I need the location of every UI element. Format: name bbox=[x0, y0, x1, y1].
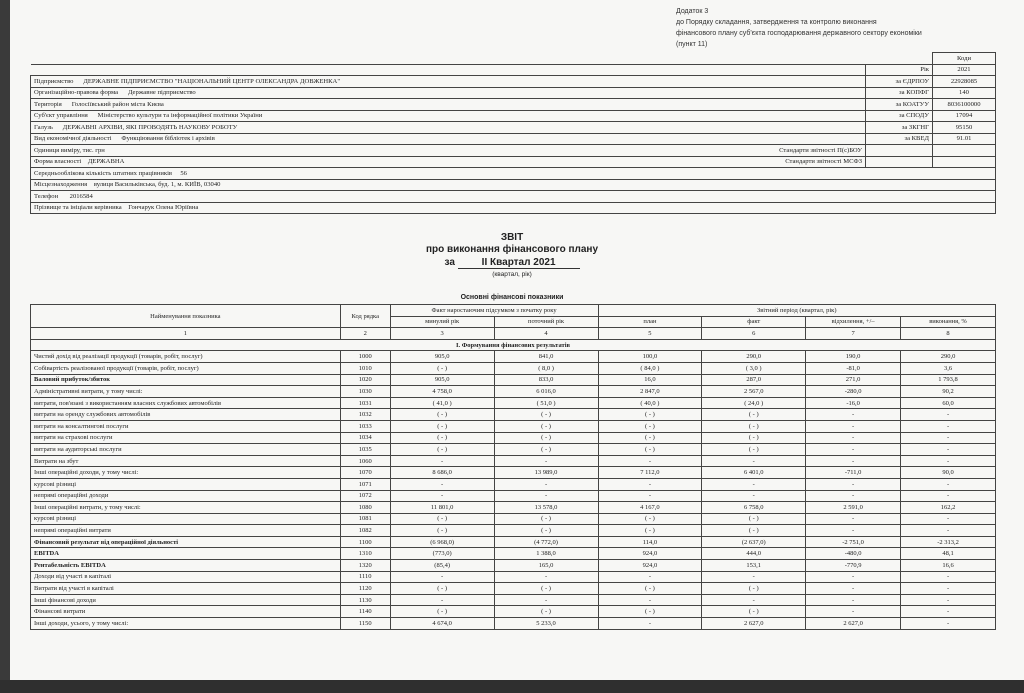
cell-fact: - bbox=[702, 478, 806, 490]
cell-plan: ( - ) bbox=[598, 432, 702, 444]
cell-dev: 2 627,0 bbox=[806, 618, 901, 630]
cell-fact: ( - ) bbox=[702, 583, 806, 595]
period-value: II Квартал 2021 bbox=[458, 257, 580, 269]
annex-line-4: (пункт 11) bbox=[676, 41, 708, 48]
table-row bbox=[31, 583, 996, 595]
cell-pct: 60,0 bbox=[901, 397, 996, 409]
cell-code: 1310 bbox=[340, 548, 390, 560]
cell-fact: 290,0 bbox=[702, 351, 806, 363]
column-number: 6 bbox=[702, 328, 806, 340]
cell-dev: -81,0 bbox=[806, 362, 901, 374]
cell-code: 1060 bbox=[340, 455, 390, 467]
cell-prev: - bbox=[390, 594, 494, 606]
cell-prev: - bbox=[390, 478, 494, 490]
cell-pct: - bbox=[901, 571, 996, 583]
cell-curr: 841,0 bbox=[494, 351, 598, 363]
cell-pct: - bbox=[901, 490, 996, 502]
cell-prev: - bbox=[390, 490, 494, 502]
cell-name: витрати на оренду службових автомобілів bbox=[31, 409, 341, 421]
cell-code: 1034 bbox=[340, 432, 390, 444]
cell-pct: - bbox=[901, 606, 996, 618]
cell-plan: 16,0 bbox=[598, 374, 702, 386]
cell-curr: 5 233,0 bbox=[494, 618, 598, 630]
table-row bbox=[31, 455, 996, 467]
cell-dev: -770,9 bbox=[806, 560, 901, 572]
col-fact-group-header: Факт наростаючим підсумком з початку року bbox=[390, 305, 598, 317]
column-number: 4 bbox=[494, 328, 598, 340]
col-code-header: Код рядка bbox=[340, 305, 390, 328]
cell-prev: 11 801,0 bbox=[390, 502, 494, 514]
column-number: 2 bbox=[340, 328, 390, 340]
cell-pct: 3,6 bbox=[901, 362, 996, 374]
table-row bbox=[31, 362, 996, 374]
cell-code: 1080 bbox=[340, 502, 390, 514]
cell-curr: ( - ) bbox=[494, 432, 598, 444]
cell-plan: - bbox=[598, 455, 702, 467]
cell-name: витрати, пов'язані з використанням власних службових автомобілів bbox=[31, 397, 341, 409]
cell-fact: 6 401,0 bbox=[702, 467, 806, 479]
cell-curr: ( - ) bbox=[494, 583, 598, 595]
header-row-code-label: за КОПФГ bbox=[866, 87, 933, 99]
cell-plan: ( - ) bbox=[598, 420, 702, 432]
table-row bbox=[31, 618, 996, 630]
financial-table bbox=[30, 304, 996, 630]
cell-name: непрямі операційні витрати bbox=[31, 525, 341, 537]
cell-name: Чистий дохід від реалізації продукції (товарів, робіт, послуг) bbox=[31, 351, 341, 363]
cell-plan: ( - ) bbox=[598, 513, 702, 525]
header-row bbox=[31, 133, 996, 145]
report-subtitle: про виконання фінансового плану bbox=[425, 244, 599, 255]
annex-line-1: Додаток 3 bbox=[676, 8, 709, 15]
cell-fact: 444,0 bbox=[702, 548, 806, 560]
col-pct-header: виконання, % bbox=[901, 316, 996, 328]
col-name-header: Найменування показника bbox=[31, 305, 341, 328]
header-row-code: 8036100000 bbox=[933, 99, 996, 111]
annex-note bbox=[676, 6, 922, 50]
cell-pct: - bbox=[901, 409, 996, 421]
cell-code: 1150 bbox=[340, 618, 390, 630]
cell-pct: - bbox=[901, 618, 996, 630]
header-row-code: 95150 bbox=[933, 122, 996, 134]
scan-bottom-edge bbox=[0, 680, 1024, 693]
cell-dev: 271,0 bbox=[806, 374, 901, 386]
cell-curr: ( 8,0 ) bbox=[494, 362, 598, 374]
cell-curr: ( - ) bbox=[494, 444, 598, 456]
cell-pct: -2 313,2 bbox=[901, 536, 996, 548]
cell-dev: -711,0 bbox=[806, 467, 901, 479]
cell-plan: 114,0 bbox=[598, 536, 702, 548]
cell-name: Фінансові витрати bbox=[31, 606, 341, 618]
cell-plan: 4 167,0 bbox=[598, 502, 702, 514]
cell-name: Собівартість реалізованої продукції (товарів, робіт, послуг) bbox=[31, 362, 341, 374]
cell-curr: ( - ) bbox=[494, 409, 598, 421]
cell-curr: 1 388,0 bbox=[494, 548, 598, 560]
cell-name: курсові різниці bbox=[31, 478, 341, 490]
header-row-code-label: за ЄДРПОУ bbox=[866, 76, 933, 88]
cell-curr: - bbox=[494, 478, 598, 490]
header-row-label: Галузь ДЕРЖАВНІ АРХІВИ, ЯКІ ПРОВОДЯТЬ НАУКОВУ РОБОТУ bbox=[31, 122, 866, 134]
cell-plan: 7 112,0 bbox=[598, 467, 702, 479]
header-row bbox=[31, 122, 996, 134]
table-row bbox=[31, 571, 996, 583]
cell-prev: ( - ) bbox=[390, 420, 494, 432]
cell-name: витрати на страхові послуги bbox=[31, 432, 341, 444]
cell-prev: ( - ) bbox=[390, 362, 494, 374]
cell-fact: - bbox=[702, 594, 806, 606]
cell-pct: - bbox=[901, 513, 996, 525]
cell-plan: 924,0 bbox=[598, 560, 702, 572]
header-row-label: Організаційно-правова форма Державне підприємство bbox=[31, 87, 866, 99]
cell-fact: - bbox=[702, 455, 806, 467]
cell-plan: ( - ) bbox=[598, 606, 702, 618]
cell-fact: 6 758,0 bbox=[702, 502, 806, 514]
col-prev-header: минулий рік bbox=[390, 316, 494, 328]
col-dev-header: відхилення, +/– bbox=[806, 316, 901, 328]
cell-prev: ( - ) bbox=[390, 513, 494, 525]
cell-name: Інші операційні доходи, у тому числі: bbox=[31, 467, 341, 479]
table-row bbox=[31, 374, 996, 386]
table-row bbox=[31, 594, 996, 606]
cell-name: курсові різниці bbox=[31, 513, 341, 525]
cell-dev: - bbox=[806, 583, 901, 595]
table-row bbox=[31, 513, 996, 525]
header-row-code-label: за КОАТУУ bbox=[866, 99, 933, 111]
cell-plan: - bbox=[598, 478, 702, 490]
cell-name: Інші операційні витрати, у тому числі: bbox=[31, 502, 341, 514]
cell-pct: - bbox=[901, 583, 996, 595]
cell-dev: - bbox=[806, 513, 901, 525]
cell-dev: 190,0 bbox=[806, 351, 901, 363]
cell-fact: 287,0 bbox=[702, 374, 806, 386]
report-period: за II Квартал 2021 bbox=[0, 257, 1024, 269]
cell-plan: 2 847,0 bbox=[598, 386, 702, 398]
ownership-cell: Форма власності ДЕРЖАВНА Стандарти звітності МСФЗ bbox=[31, 156, 866, 168]
cell-plan: - bbox=[598, 490, 702, 502]
cell-fact: ( - ) bbox=[702, 420, 806, 432]
cell-pct: - bbox=[901, 455, 996, 467]
cell-plan: - bbox=[598, 618, 702, 630]
cell-pct: - bbox=[901, 478, 996, 490]
cell-dev: -16,0 bbox=[806, 397, 901, 409]
cell-name: Фінансовий результат від операційної діяльності bbox=[31, 536, 341, 548]
report-title: ЗВІТ bbox=[500, 232, 524, 243]
cell-prev: ( - ) bbox=[390, 525, 494, 537]
cell-code: 1020 bbox=[340, 374, 390, 386]
cell-prev: (85,4) bbox=[390, 560, 494, 572]
standard-1: Стандарти звітності П(с)БОУ bbox=[779, 146, 862, 154]
cell-plan: ( - ) bbox=[598, 525, 702, 537]
cell-name: Доходи від участі в капіталі bbox=[31, 571, 341, 583]
header-row bbox=[31, 99, 996, 111]
cell-plan: 924,0 bbox=[598, 548, 702, 560]
cell-prev: (6 968,0) bbox=[390, 536, 494, 548]
header-row-label: Підприємство ДЕРЖАВНЕ ПІДПРИЄМСТВО "НАЦІОНАЛЬНИЙ ЦЕНТР ОЛЕКСАНДРА ДОВЖЕНКА" bbox=[31, 76, 866, 88]
cell-code: 1320 bbox=[340, 560, 390, 572]
column-number: 1 bbox=[31, 328, 341, 340]
cell-code: 1082 bbox=[340, 525, 390, 537]
header-row-label: Вид економічної діяльності Функціювання бібліотек і архівів bbox=[31, 133, 866, 145]
cell-prev: ( 41,0 ) bbox=[390, 397, 494, 409]
cell-fact: ( 24,0 ) bbox=[702, 397, 806, 409]
cell-prev: ( - ) bbox=[390, 606, 494, 618]
cell-fact: ( 3,0 ) bbox=[702, 362, 806, 374]
cell-dev: - bbox=[806, 420, 901, 432]
header-row-label: Суб'єкт управління Міністерство культури та інформаційної політики України bbox=[31, 110, 866, 122]
cell-pct: - bbox=[901, 420, 996, 432]
cell-pct: 16,6 bbox=[901, 560, 996, 572]
cell-fact: ( - ) bbox=[702, 525, 806, 537]
annex-line-3: фінансового плану суб'єкта господарювання державного сектору економіки bbox=[676, 30, 922, 37]
cell-name: Витрати від участі в капіталі bbox=[31, 583, 341, 595]
cell-curr: (4 772,0) bbox=[494, 536, 598, 548]
column-number: 5 bbox=[598, 328, 702, 340]
cell-pct: - bbox=[901, 432, 996, 444]
column-number: 8 bbox=[901, 328, 996, 340]
cell-plan: ( - ) bbox=[598, 444, 702, 456]
annex-line-2: до Порядку складання, затвердження та контролю виконання bbox=[676, 19, 877, 26]
address-cell: Місцезнаходження вулиця Васильківська, буд. 1, м. КИЇВ, 03040 bbox=[31, 179, 996, 191]
cell-code: 1071 bbox=[340, 478, 390, 490]
cell-curr: - bbox=[494, 594, 598, 606]
cell-pct: 48,1 bbox=[901, 548, 996, 560]
table-row bbox=[31, 420, 996, 432]
cell-dev: -480,0 bbox=[806, 548, 901, 560]
header-row-label: Територія Голосіївський район міста Києва bbox=[31, 99, 866, 111]
cell-curr: - bbox=[494, 571, 598, 583]
head-cell: Прізвище та ініціали керівника Гончарук Олена Юріївна bbox=[31, 202, 996, 214]
cell-code: 1000 bbox=[340, 351, 390, 363]
cell-curr: ( - ) bbox=[494, 606, 598, 618]
cell-dev: 2 591,0 bbox=[806, 502, 901, 514]
cell-fact: ( - ) bbox=[702, 409, 806, 421]
cell-prev: ( - ) bbox=[390, 432, 494, 444]
table-row bbox=[31, 548, 996, 560]
cell-prev: 905,0 bbox=[390, 374, 494, 386]
header-row bbox=[31, 87, 996, 99]
standard-2: Стандарти звітності МСФЗ bbox=[785, 158, 862, 166]
cell-code: 1010 bbox=[340, 362, 390, 374]
column-numbers-row bbox=[31, 328, 996, 340]
table-row bbox=[31, 560, 996, 572]
cell-dev: - bbox=[806, 490, 901, 502]
header-row-code: 22928085 bbox=[933, 76, 996, 88]
year-label: Рік bbox=[866, 64, 933, 76]
cell-prev: - bbox=[390, 455, 494, 467]
cell-code: 1070 bbox=[340, 467, 390, 479]
cell-fact: ( - ) bbox=[702, 513, 806, 525]
cell-curr: 833,0 bbox=[494, 374, 598, 386]
cell-code: 1031 bbox=[340, 397, 390, 409]
cell-dev: -280,0 bbox=[806, 386, 901, 398]
cell-curr: ( - ) bbox=[494, 513, 598, 525]
cell-name: Інші фінансові доходи bbox=[31, 594, 341, 606]
cell-code: 1120 bbox=[340, 583, 390, 595]
header-table bbox=[30, 52, 996, 214]
header-row-code-label: за ЗКГНГ bbox=[866, 122, 933, 134]
cell-curr: 13 578,0 bbox=[494, 502, 598, 514]
cell-prev: ( - ) bbox=[390, 444, 494, 456]
cell-pct: 162,2 bbox=[901, 502, 996, 514]
cell-prev: ( - ) bbox=[390, 409, 494, 421]
cell-fact: ( - ) bbox=[702, 432, 806, 444]
cell-fact: 153,1 bbox=[702, 560, 806, 572]
cell-name: Адміністративні витрати, у тому числі: bbox=[31, 386, 341, 398]
table-row bbox=[31, 397, 996, 409]
cell-pct: 90,2 bbox=[901, 386, 996, 398]
cell-prev: 4 758,0 bbox=[390, 386, 494, 398]
cell-code: 1140 bbox=[340, 606, 390, 618]
section-1-title: І. Формування фінансових результатів bbox=[31, 339, 996, 351]
cell-code: 1035 bbox=[340, 444, 390, 456]
cell-curr: 165,0 bbox=[494, 560, 598, 572]
cell-plan: - bbox=[598, 571, 702, 583]
cell-name: Інші доходи, усього, у тому числі: bbox=[31, 618, 341, 630]
cell-pct: - bbox=[901, 594, 996, 606]
cell-code: 1033 bbox=[340, 420, 390, 432]
cell-dev: -2 751,0 bbox=[806, 536, 901, 548]
cell-fact: - bbox=[702, 490, 806, 502]
cell-code: 1072 bbox=[340, 490, 390, 502]
cell-prev: - bbox=[390, 571, 494, 583]
cell-dev: - bbox=[806, 455, 901, 467]
cell-fact: (2 637,0) bbox=[702, 536, 806, 548]
column-number: 3 bbox=[390, 328, 494, 340]
cell-name: Валовий прибуток/збиток bbox=[31, 374, 341, 386]
cell-fact: ( - ) bbox=[702, 606, 806, 618]
cell-prev: 4 674,0 bbox=[390, 618, 494, 630]
table-row bbox=[31, 444, 996, 456]
cell-prev: 8 686,0 bbox=[390, 467, 494, 479]
cell-name: непрямі операційні доходи bbox=[31, 490, 341, 502]
table-row bbox=[31, 606, 996, 618]
phone-cell: Телефон 2016584 bbox=[31, 191, 996, 203]
cell-prev: 905,0 bbox=[390, 351, 494, 363]
cell-dev: - bbox=[806, 432, 901, 444]
header-row bbox=[31, 110, 996, 122]
cell-prev: ( - ) bbox=[390, 583, 494, 595]
header-row-code-label: за СПОДУ bbox=[866, 110, 933, 122]
table-row bbox=[31, 386, 996, 398]
cell-name: Витрати на збут bbox=[31, 455, 341, 467]
period-hint: (квартал, рік) bbox=[492, 271, 532, 278]
table-row bbox=[31, 490, 996, 502]
table-row bbox=[31, 536, 996, 548]
table-row bbox=[31, 432, 996, 444]
header-row bbox=[31, 76, 996, 88]
cell-fact: 2 627,0 bbox=[702, 618, 806, 630]
cell-fact: ( - ) bbox=[702, 444, 806, 456]
table-row bbox=[31, 502, 996, 514]
cell-dev: - bbox=[806, 478, 901, 490]
cell-code: 1081 bbox=[340, 513, 390, 525]
cell-curr: ( - ) bbox=[494, 420, 598, 432]
cell-plan: ( - ) bbox=[598, 409, 702, 421]
cell-plan: - bbox=[598, 594, 702, 606]
cell-curr: 13 989,0 bbox=[494, 467, 598, 479]
cell-prev: (773,0) bbox=[390, 548, 494, 560]
cell-name: Рентабельність EBITDA bbox=[31, 560, 341, 572]
section-title: Основні фінансові показники bbox=[460, 294, 564, 301]
cell-plan: ( 40,0 ) bbox=[598, 397, 702, 409]
cell-name: витрати на консалтингові послуги bbox=[31, 420, 341, 432]
cell-code: 1110 bbox=[340, 571, 390, 583]
table-row bbox=[31, 351, 996, 363]
cell-curr: ( - ) bbox=[494, 525, 598, 537]
cell-plan: ( - ) bbox=[598, 583, 702, 595]
cell-pct: 90,0 bbox=[901, 467, 996, 479]
cell-pct: 1 793,8 bbox=[901, 374, 996, 386]
cell-dev: - bbox=[806, 606, 901, 618]
cell-fact: - bbox=[702, 571, 806, 583]
cell-curr: - bbox=[494, 455, 598, 467]
header-row-code: 91.01 bbox=[933, 133, 996, 145]
cell-code: 1100 bbox=[340, 536, 390, 548]
col-report-group-header: Звітний період (квартал, рік) bbox=[598, 305, 996, 317]
column-number: 7 bbox=[806, 328, 901, 340]
header-row-code: 17094 bbox=[933, 110, 996, 122]
scan-left-edge bbox=[0, 0, 10, 693]
cell-dev: - bbox=[806, 444, 901, 456]
unit-cell: Одиниця виміру, тис. грн Стандарти звітності П(с)БОУ bbox=[31, 145, 866, 157]
header-row-code-label: за КВЕД bbox=[866, 133, 933, 145]
table-row bbox=[31, 467, 996, 479]
cell-name: витрати на аудиторські послуги bbox=[31, 444, 341, 456]
cell-dev: - bbox=[806, 525, 901, 537]
cell-pct: - bbox=[901, 444, 996, 456]
col-plan-header: план bbox=[598, 316, 702, 328]
cell-pct: 290,0 bbox=[901, 351, 996, 363]
cell-plan: 100,0 bbox=[598, 351, 702, 363]
cell-code: 1032 bbox=[340, 409, 390, 421]
year-value: 2021 bbox=[933, 64, 996, 76]
cell-code: 1030 bbox=[340, 386, 390, 398]
cell-code: 1130 bbox=[340, 594, 390, 606]
cell-curr: ( 51,0 ) bbox=[494, 397, 598, 409]
cell-dev: - bbox=[806, 594, 901, 606]
cell-curr: - bbox=[494, 490, 598, 502]
codes-label: Коди bbox=[933, 53, 996, 65]
cell-name: EBITDA bbox=[31, 548, 341, 560]
cell-dev: - bbox=[806, 571, 901, 583]
cell-pct: - bbox=[901, 525, 996, 537]
table-row bbox=[31, 525, 996, 537]
col-curr-header: поточний рік bbox=[494, 316, 598, 328]
cell-dev: - bbox=[806, 409, 901, 421]
header-row-code: 140 bbox=[933, 87, 996, 99]
table-row bbox=[31, 409, 996, 421]
cell-fact: 2 567,0 bbox=[702, 386, 806, 398]
cell-plan: ( 84,0 ) bbox=[598, 362, 702, 374]
table-row bbox=[31, 478, 996, 490]
staff-cell: Середньооблікова кількість штатних працівників 56 bbox=[31, 168, 996, 180]
cell-curr: 6 016,0 bbox=[494, 386, 598, 398]
col-fact-header: факт bbox=[702, 316, 806, 328]
